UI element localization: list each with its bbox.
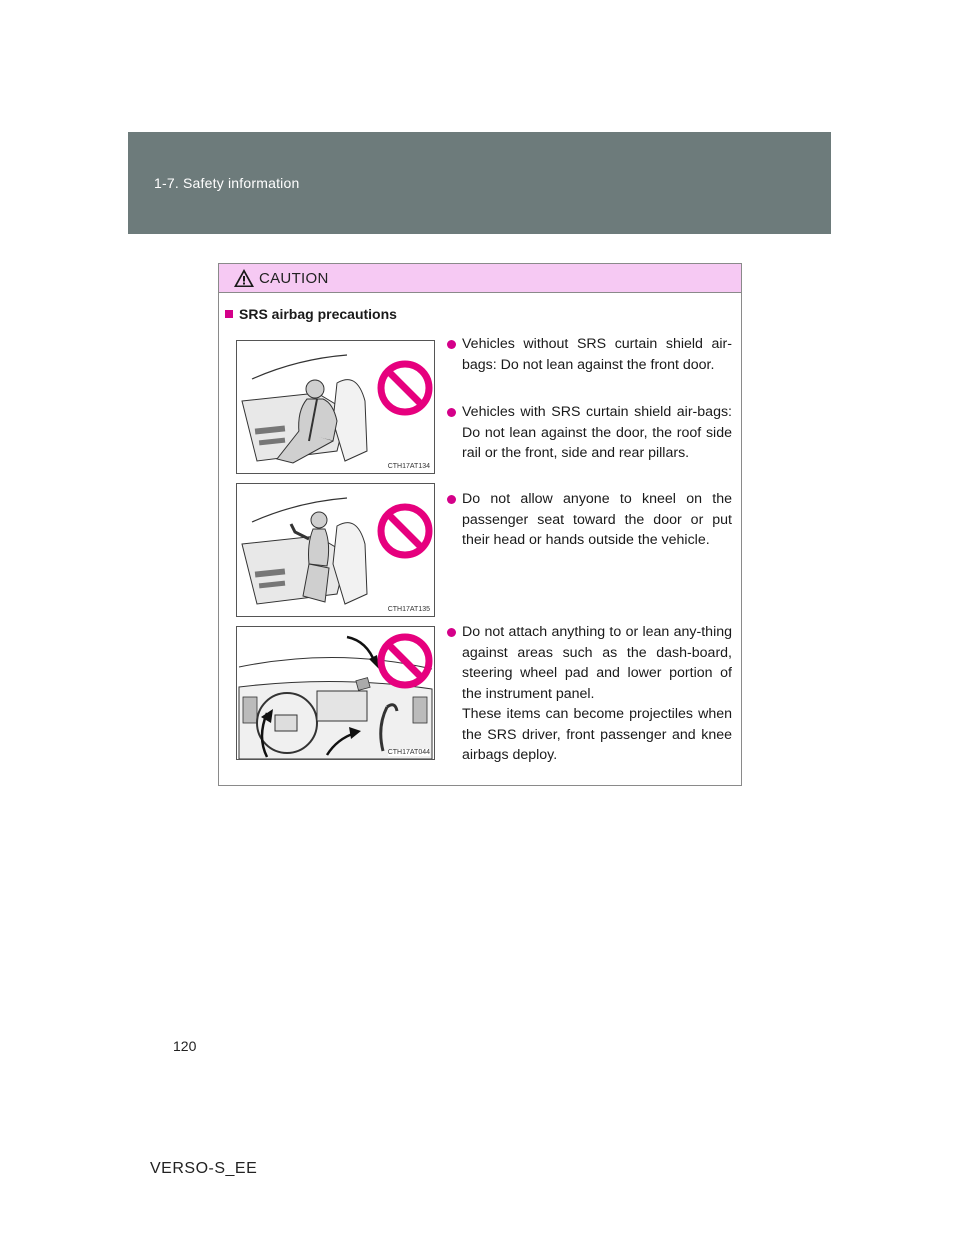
prohibition-icon: [381, 364, 429, 412]
round-bullet-icon: [447, 340, 456, 349]
round-bullet-icon: [447, 628, 456, 637]
round-bullet-icon: [447, 495, 456, 504]
page-number: 120: [173, 1038, 197, 1054]
bullet-item: Do not allow anyone to kneel on the passenger seat toward the door or put their head or hands outside the vehicle.: [449, 489, 732, 551]
bullet-item: Vehicles with SRS curtain shield air-bags: Do not lean against the door, the roof side rail or the front, side and rear pillars.: [449, 402, 732, 464]
illustration-dashboard: [236, 626, 435, 760]
section-title: 1-7. Safety information: [154, 175, 300, 191]
document-code: VERSO-S_EE: [150, 1160, 258, 1177]
illustration-code: CTH17AT044: [387, 749, 430, 756]
illustration-leaning-door: [236, 340, 435, 474]
illustration-code: CTH17AT134: [387, 463, 430, 470]
bullet-note: These items can become projectiles when the SRS driver, front passenger and knee airbags deploy.: [462, 706, 732, 763]
caution-label: CAUTION: [259, 270, 329, 287]
bullet-item: Do not attach anything to or lean any-thing against areas such as the dash-board, steering wheel pad and lower portion of the instrument panel. These items can become projectiles when the SRS driver, front passenger and knee airbags deploy.: [449, 622, 732, 766]
warning-triangle-icon: [233, 268, 255, 288]
illustration-kneeling-seat: [236, 483, 435, 617]
round-bullet-icon: [447, 408, 456, 417]
header-band: [128, 132, 831, 234]
illustration-code: CTH17AT135: [387, 606, 430, 613]
precaution-title-text: SRS airbag precautions: [239, 306, 397, 322]
prohibition-icon: [381, 507, 429, 555]
precaution-title: [225, 306, 397, 322]
caution-box: [218, 263, 742, 786]
caution-header: [219, 264, 741, 293]
square-bullet-icon: [225, 310, 233, 318]
bullet-item: Vehicles without SRS curtain shield air-bags: Do not lean against the front door.: [449, 334, 732, 375]
